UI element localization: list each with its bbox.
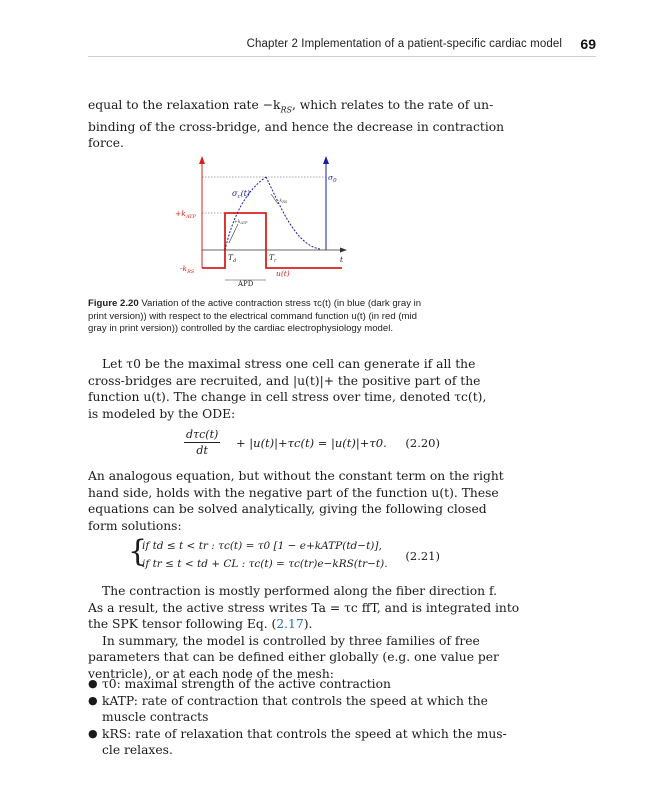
krs-slope-label: $-k_{RS}$ <box>278 199 288 204</box>
para2-line-2: hand side, holds with the negative part of the function u(t). These <box>88 485 499 500</box>
caption-line-1: Variation of the active contraction stress τc(t) (in blue (dark gray in <box>141 298 422 309</box>
eq-2-20-rest: + |u(t)|+τc(t) = |u(t)|+τ0. <box>236 436 387 450</box>
list-item-tau0: ● τ0: maximal strength of the active contraction <box>88 677 391 691</box>
para3-line-6: ventricle), or at each node of the mesh: <box>88 666 334 681</box>
u-label: u(t) <box>276 269 290 278</box>
bullet-icon: ● <box>88 677 98 690</box>
katp-slope-arrow <box>229 224 238 243</box>
eq-2-21-line-2: if tr ≤ t < td + CL : τc(t) = τc(tr)e−kRS(tr−t). <box>142 558 388 570</box>
intro-line-1: equal to the relaxation rate $-k_{RS}$, which relates to the rate of un- <box>88 98 494 115</box>
paragraph-contraction <box>88 583 520 682</box>
sigma0-label: $\sigma_0$ <box>328 173 337 184</box>
para3-line-1: The contraction is mostly performed along the fiber direction f. <box>102 584 498 598</box>
bullet-icon: ● <box>88 726 98 740</box>
eq-2-20-fraction <box>184 428 220 457</box>
para2-line-1: An analogous equation, but without the constant term on the right <box>88 469 504 483</box>
intro-line-3: force. <box>88 136 124 151</box>
para1-line-3: function u(t). The change in cell stress over time, denoted τc(t), <box>88 390 487 404</box>
para1-line-2: cross-bridges are recruited, and |u(t)|+ the positive part of the <box>88 373 481 388</box>
para2-line-4: form solutions: <box>88 518 182 533</box>
caption-label: Figure 2.20 <box>88 298 139 309</box>
stress-decay-curve <box>266 177 320 249</box>
td-label: $T_d$ <box>228 253 237 264</box>
caption-line-3: gray in print version)) controlled by the cardiac electrophysiology model. <box>88 323 394 334</box>
contraction-stress-figure <box>170 150 370 290</box>
running-header <box>88 36 596 57</box>
parameter-list <box>88 676 507 759</box>
intro-paragraph <box>88 97 505 152</box>
para3-line-2: As a result, the active stress writes Ta = τc ffT, and is integrated into <box>88 600 520 615</box>
para3-line-4: In summary, the model is controlled by three families of free <box>102 633 480 648</box>
eq-2-20-denominator: dt <box>196 444 208 457</box>
eq-2-21-number: (2.21) <box>405 549 440 563</box>
para3-line-5: parameters that can be defined either globally (e.g. one value per <box>88 650 499 664</box>
eq-2-21-line-1: if td ≤ t < tr : τc(t) = τ0 [1 − e+kATP(td−t)], <box>142 540 382 552</box>
para1-line-1: Let τ0 be the maximal stress one cell can generate if all the <box>102 357 476 371</box>
katp-level-label: $+k_{ATP}$ <box>175 209 196 220</box>
list-item-krs: ● kRS: rate of relaxation that controls the speed at which the mus- cle relaxes. <box>88 726 507 757</box>
chapter-title: Chapter 2 Implementation of a patient-specific cardiac model <box>246 38 562 50</box>
para2-line-3: equations can be solved analytically, giving the following closed <box>88 502 487 516</box>
intro-line-2: binding of the cross-bridge, and hence the decrease in contraction <box>88 119 505 134</box>
eq-2-17-link[interactable]: 2.17 <box>276 617 304 631</box>
katp-slope-label: $+k_{ATP}$ <box>234 220 248 225</box>
caption-line-2: print version)) with respect to the electrical command function u(t) (in red (mid <box>88 310 417 322</box>
eq-2-20-numerator: dτc(t) <box>186 428 219 441</box>
figure-caption <box>88 298 440 336</box>
eq-2-20-number: (2.20) <box>405 436 440 450</box>
equation-2-20 <box>88 428 440 464</box>
tr-label: $T_r$ <box>269 253 277 264</box>
right-axis-arrow <box>323 156 329 164</box>
list-item-katp: ● kATP: rate of contraction that controls the speed at which the muscle contracts <box>88 693 488 724</box>
eq-2-21-brace: { <box>128 534 148 569</box>
page-number: 69 <box>580 36 596 52</box>
time-axis-label: t <box>340 255 344 264</box>
krs-level-label: $-k_{RS}$ <box>180 264 195 275</box>
para3-line-3: the SPK tensor following Eq. (2.17). <box>88 617 313 631</box>
equation-2-21 <box>88 534 440 574</box>
sigma-c-label: $\sigma_c(t)$ <box>232 189 251 200</box>
paragraph-let-tau0 <box>88 356 487 422</box>
left-axis-arrow <box>199 156 205 164</box>
apd-label: APD <box>238 280 254 288</box>
bullet-icon: ● <box>88 693 98 707</box>
para1-line-4: is modeled by the ODE: <box>88 406 236 421</box>
paragraph-analogous <box>88 468 504 534</box>
time-axis-arrow <box>340 248 347 253</box>
